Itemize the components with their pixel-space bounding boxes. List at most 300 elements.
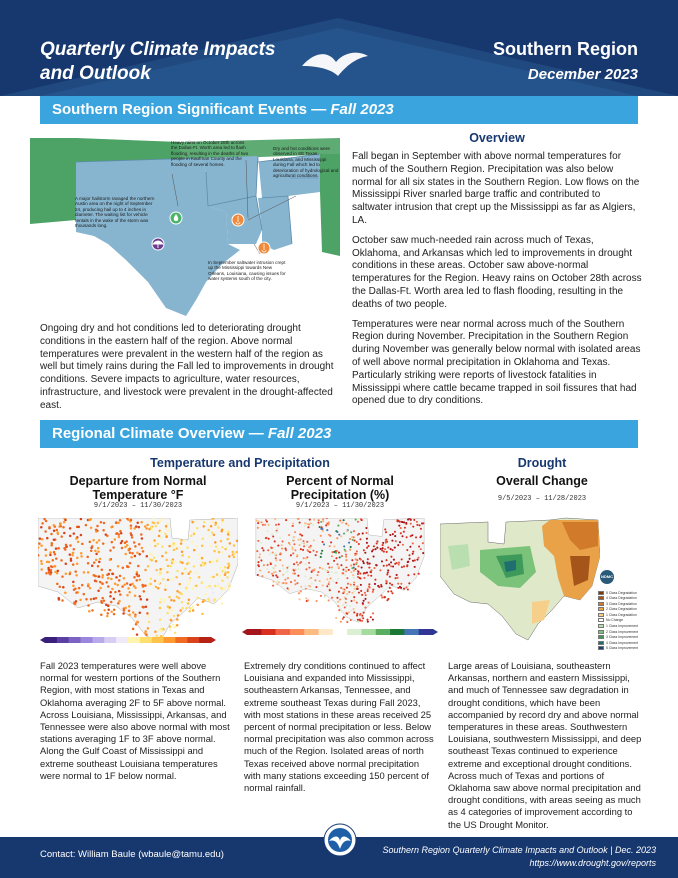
- station-dot: [107, 577, 110, 580]
- station-dot: [272, 567, 274, 569]
- station-dot: [299, 533, 301, 535]
- station-dot: [167, 605, 170, 608]
- station-dot: [176, 595, 179, 598]
- station-dot: [154, 631, 157, 634]
- station-dot: [138, 526, 141, 529]
- station-dot: [111, 572, 114, 575]
- station-dot: [285, 519, 287, 521]
- station-dot: [376, 547, 378, 549]
- station-dot: [327, 563, 329, 565]
- station-dot: [389, 587, 391, 589]
- station-dot: [370, 616, 372, 618]
- station-dot: [387, 569, 389, 571]
- station-dot: [118, 579, 121, 582]
- station-dot: [361, 615, 363, 617]
- drought-legend-swatch: [598, 591, 604, 595]
- station-dot: [355, 519, 357, 521]
- station-dot: [119, 575, 122, 578]
- neighbor-state-north: [76, 138, 180, 162]
- station-dot: [358, 592, 360, 594]
- station-dot: [386, 599, 388, 601]
- station-dot: [400, 587, 402, 589]
- station-dot: [372, 589, 374, 591]
- station-dot: [119, 519, 122, 522]
- station-dot: [416, 521, 418, 523]
- legend-swatch: [247, 629, 262, 635]
- station-dot: [338, 552, 340, 554]
- station-dot: [144, 569, 147, 572]
- station-dot: [357, 565, 359, 567]
- station-dot: [69, 544, 72, 547]
- station-dot: [162, 567, 165, 570]
- station-dot: [350, 619, 352, 621]
- station-dot: [335, 582, 337, 584]
- station-dot: [398, 563, 400, 565]
- station-dot: [196, 527, 199, 530]
- station-dot: [414, 559, 416, 561]
- station-dot: [331, 571, 333, 573]
- drought-legend-label: 3 Class Degradation: [606, 601, 637, 606]
- station-dot: [416, 559, 418, 561]
- station-dot: [146, 555, 149, 558]
- station-dot: [175, 576, 178, 579]
- station-dot: [293, 543, 295, 545]
- station-dot: [328, 583, 330, 585]
- station-dot: [124, 546, 127, 549]
- station-dot: [321, 526, 323, 528]
- station-dot: [405, 522, 407, 524]
- temperature-departure-map: [38, 518, 238, 644]
- station-dot: [371, 550, 373, 552]
- station-dot: [83, 571, 86, 574]
- station-dot: [89, 587, 92, 590]
- station-dot: [305, 563, 307, 565]
- station-dot: [294, 573, 296, 575]
- station-dot: [140, 598, 143, 601]
- station-dot: [111, 588, 114, 591]
- station-dot: [48, 526, 51, 529]
- station-dot: [226, 546, 229, 549]
- station-dot: [107, 585, 110, 588]
- station-dot: [103, 609, 106, 612]
- station-dot: [101, 582, 104, 585]
- station-dot: [341, 522, 343, 524]
- station-dot: [261, 547, 263, 549]
- station-dot: [387, 590, 389, 592]
- station-dot: [132, 611, 135, 614]
- station-dot: [101, 576, 104, 579]
- station-dot: [331, 568, 333, 570]
- station-dot: [343, 616, 345, 618]
- station-dot: [354, 539, 356, 541]
- station-dot: [207, 529, 210, 532]
- station-dot: [269, 553, 271, 555]
- legend-swatch: [376, 629, 391, 635]
- drought-summary-text: Large areas of Louisiana, southeastern Arkansas, northern and eastern Mississippi, and much of Tennessee saw degradation in drought conditions, which have been accompanied by record dry and above normal temperatures in these areas. Southwestern Louisiana, southwestern Mississippi, and deep southeast Texas continued to experience extreme and exceptional drought conditions. Across much of Texas and portions of Oklahoma saw above normal precipitation and drought conditions, with areas seeing as much as 4 categories of improvement according to the US Drought Monitor.: [448, 660, 642, 830]
- station-dot: [321, 568, 323, 570]
- station-dot: [77, 526, 80, 529]
- drought-legend-label: No Change: [606, 618, 624, 623]
- station-dot: [54, 571, 57, 574]
- station-dot: [406, 536, 408, 538]
- neighbor-state-west: [30, 138, 76, 224]
- drought-map-dates: 9/5/2023 – 11/28/2023: [497, 495, 587, 503]
- station-dot: [367, 590, 369, 592]
- station-dot: [139, 595, 142, 598]
- station-dot: [179, 609, 182, 612]
- station-dot: [181, 554, 184, 557]
- station-dot: [338, 534, 340, 536]
- station-dot: [184, 567, 187, 570]
- station-dot: [213, 598, 216, 601]
- station-dot: [353, 530, 355, 532]
- station-dot: [279, 537, 281, 539]
- station-dot: [357, 534, 359, 536]
- station-dot: [337, 601, 339, 603]
- station-dot: [161, 545, 164, 548]
- station-dot: [282, 564, 284, 566]
- station-dot: [85, 598, 88, 601]
- station-dot: [320, 535, 322, 537]
- station-dot: [208, 585, 211, 588]
- station-dot: [393, 559, 395, 561]
- station-dot: [394, 531, 396, 533]
- station-dot: [154, 580, 157, 583]
- drought-legend-swatch: [598, 635, 604, 639]
- station-dot: [265, 519, 267, 521]
- station-dot: [294, 531, 296, 533]
- station-dot: [356, 602, 358, 604]
- station-dot: [222, 588, 225, 591]
- station-dot: [350, 564, 352, 566]
- station-dot: [148, 621, 151, 624]
- station-dot: [99, 581, 102, 584]
- station-dot: [72, 552, 75, 555]
- station-dot: [149, 583, 152, 586]
- station-dot: [69, 553, 72, 556]
- drought-legend-item: [598, 601, 642, 606]
- station-dot: [387, 546, 389, 548]
- significant-events-summary: Ongoing dry and hot conditions led to deteriorating drought conditions in the eastern half of the region. Above normal temperatures were prevalent in the western half of the region as well but timely rains during the Fall led to improvements in drought conditions. Severe impacts to agriculture, water resources, infrastructure, and livestock were prevalent in the drought-affected east.: [40, 323, 334, 411]
- station-dot: [191, 541, 194, 544]
- station-dot: [350, 571, 352, 573]
- station-dot: [171, 562, 174, 565]
- station-dot: [300, 586, 302, 588]
- station-dot: [124, 553, 127, 556]
- station-dot: [281, 544, 283, 546]
- station-dot: [366, 542, 368, 544]
- station-dot: [316, 600, 318, 602]
- station-dot: [41, 522, 44, 525]
- station-dot: [363, 600, 365, 602]
- station-dot: [272, 551, 274, 553]
- station-dot: [99, 558, 102, 561]
- station-dot: [386, 573, 388, 575]
- station-dot: [420, 528, 422, 530]
- station-dot: [292, 548, 294, 550]
- station-dot: [87, 571, 90, 574]
- station-dot: [128, 614, 131, 617]
- station-dot: [351, 567, 353, 569]
- station-dot: [318, 519, 320, 521]
- station-dot: [321, 550, 323, 552]
- station-dot: [338, 609, 340, 611]
- station-dot: [303, 542, 305, 544]
- regional-overview-season: Fall 2023: [267, 425, 332, 442]
- station-dot: [75, 537, 78, 540]
- drought-legend-item: [598, 635, 642, 640]
- station-dot: [61, 599, 64, 602]
- station-dot: [346, 593, 348, 595]
- station-dot: [98, 539, 101, 542]
- page-header: [0, 0, 678, 96]
- station-dot: [122, 567, 125, 570]
- station-dot: [100, 521, 103, 524]
- station-dot: [282, 568, 284, 570]
- station-dot: [159, 618, 162, 621]
- footer-contact: Contact: William Baule (wbaule@tamu.edu): [40, 849, 224, 860]
- station-dot: [345, 598, 347, 600]
- station-dot: [322, 518, 324, 520]
- station-dot: [352, 539, 354, 541]
- station-dot: [316, 574, 318, 576]
- station-dot: [348, 611, 350, 613]
- legend-swatch: [419, 629, 434, 635]
- station-dot: [262, 549, 264, 551]
- station-dot: [342, 569, 344, 571]
- station-dot: [206, 586, 209, 589]
- station-dot: [362, 602, 364, 604]
- station-dot: [221, 546, 224, 549]
- station-dot: [157, 522, 160, 525]
- station-dot: [341, 610, 343, 612]
- station-dot: [422, 522, 424, 524]
- station-dot: [57, 533, 60, 536]
- station-dot: [296, 561, 298, 563]
- legend-swatch: [69, 637, 81, 643]
- station-dot: [363, 562, 365, 564]
- station-dot: [159, 568, 162, 571]
- station-dot: [124, 607, 127, 610]
- station-dot: [140, 521, 143, 524]
- station-dot: [141, 537, 144, 540]
- station-dot: [360, 590, 362, 592]
- station-dot: [123, 577, 126, 580]
- station-dot: [134, 555, 137, 558]
- station-dot: [353, 599, 355, 601]
- station-dot: [168, 596, 171, 599]
- station-dot: [49, 573, 52, 576]
- station-dot: [210, 544, 213, 547]
- station-dot: [91, 545, 94, 548]
- station-dot: [347, 583, 349, 585]
- station-dot: [391, 540, 393, 542]
- station-dot: [357, 573, 359, 575]
- station-dot: [284, 547, 286, 549]
- station-dot: [301, 535, 303, 537]
- station-dot: [311, 582, 313, 584]
- station-dot: [171, 578, 174, 581]
- station-dot: [174, 560, 177, 563]
- station-dot: [72, 581, 75, 584]
- station-dot: [408, 554, 410, 556]
- station-dot: [181, 562, 184, 565]
- station-dot: [292, 523, 294, 525]
- station-dot: [361, 566, 363, 568]
- temperature-legend: [40, 636, 236, 646]
- station-dot: [224, 571, 227, 574]
- station-dot: [141, 606, 144, 609]
- station-dot: [328, 599, 330, 601]
- station-dot: [333, 545, 335, 547]
- station-dot: [153, 522, 156, 525]
- station-dot: [105, 604, 108, 607]
- station-dot: [260, 542, 262, 544]
- station-dot: [330, 541, 332, 543]
- station-dot: [103, 522, 106, 525]
- station-dot: [74, 570, 77, 573]
- station-dot: [173, 599, 176, 602]
- station-dot: [329, 577, 331, 579]
- station-dot: [62, 526, 65, 529]
- station-dot: [400, 532, 402, 534]
- station-dot: [168, 545, 171, 548]
- legend-arrow-left: [40, 637, 45, 643]
- station-dot: [328, 521, 330, 523]
- station-dot: [420, 535, 422, 537]
- station-dot: [45, 554, 48, 557]
- legend-swatch: [57, 637, 69, 643]
- station-dot: [117, 522, 120, 525]
- station-dot: [69, 573, 72, 576]
- station-dot: [261, 575, 263, 577]
- legend-swatch: [128, 637, 140, 643]
- station-dot: [346, 605, 348, 607]
- significant-events-heading-text: Southern Region Significant Events —: [52, 101, 331, 118]
- station-dot: [374, 548, 376, 550]
- station-dot: [166, 571, 169, 574]
- station-dot: [63, 547, 66, 550]
- legend-swatch: [92, 637, 104, 643]
- station-dot: [73, 548, 76, 551]
- station-dot: [227, 583, 230, 586]
- station-dot: [97, 565, 100, 568]
- station-dot: [210, 576, 213, 579]
- station-dot: [357, 571, 359, 573]
- station-dot: [353, 590, 355, 592]
- station-dot: [145, 606, 148, 609]
- station-dot: [90, 526, 93, 529]
- station-dot: [272, 585, 274, 587]
- station-dot: [299, 538, 301, 540]
- station-dot: [115, 532, 118, 535]
- station-dot: [358, 577, 360, 579]
- station-dot: [362, 617, 364, 619]
- station-dot: [188, 610, 191, 613]
- station-dot: [110, 601, 113, 604]
- station-dot: [383, 565, 385, 567]
- station-dot: [312, 569, 314, 571]
- station-dot: [373, 567, 375, 569]
- station-dot: [200, 564, 203, 567]
- station-dot: [354, 554, 356, 556]
- station-dot: [381, 597, 383, 599]
- station-dot: [145, 527, 148, 530]
- station-dot: [268, 538, 270, 540]
- station-dot: [149, 552, 152, 555]
- station-dot: [356, 550, 358, 552]
- station-dot: [302, 540, 304, 542]
- station-dot: [46, 561, 49, 564]
- footer-url-link[interactable]: https://www.drought.gov/reports: [529, 857, 656, 868]
- drought-legend-item: [598, 607, 642, 612]
- station-dot: [413, 519, 415, 521]
- station-dot: [350, 546, 352, 548]
- station-dot: [214, 585, 217, 588]
- station-dot: [100, 613, 103, 616]
- station-dot: [80, 534, 83, 537]
- legend-swatch: [199, 637, 211, 643]
- station-dot: [266, 568, 268, 570]
- drought-legend-label: 5 Class Improvement: [606, 646, 639, 651]
- station-dot: [214, 541, 217, 544]
- station-dot: [152, 541, 155, 544]
- station-dot: [296, 554, 298, 556]
- station-dot: [181, 593, 184, 596]
- station-dot: [76, 562, 79, 565]
- station-dot: [128, 591, 131, 594]
- drought-legend-label: 4 Class Improvement: [606, 640, 639, 645]
- station-dot: [90, 598, 93, 601]
- station-dot: [385, 559, 387, 561]
- station-dot: [315, 554, 317, 556]
- station-dot: [178, 597, 181, 600]
- station-dot: [187, 583, 190, 586]
- station-dot: [329, 589, 331, 591]
- station-dot: [153, 557, 156, 560]
- station-dot: [185, 586, 188, 589]
- ndmc-logo: NDMC: [600, 570, 614, 584]
- station-dot: [337, 605, 339, 607]
- station-dot: [183, 539, 186, 542]
- station-dot: [401, 566, 403, 568]
- station-dot: [346, 577, 348, 579]
- station-dot: [381, 549, 383, 551]
- station-dot: [340, 564, 342, 566]
- significant-events-heading: [40, 96, 638, 124]
- station-dot: [345, 602, 347, 604]
- station-dot: [87, 562, 90, 565]
- drought-legend-swatch: [598, 596, 604, 600]
- station-dot: [412, 560, 414, 562]
- station-dot: [297, 568, 299, 570]
- station-dot: [372, 612, 374, 614]
- station-dot: [106, 612, 109, 615]
- station-dot: [382, 547, 384, 549]
- station-dot: [97, 547, 100, 550]
- station-dot: [186, 563, 189, 566]
- station-dot: [172, 543, 175, 546]
- drought-legend-label: 2 Class Degradation: [606, 607, 637, 612]
- station-dot: [193, 549, 196, 552]
- station-dot: [303, 545, 305, 547]
- station-dot: [69, 527, 72, 530]
- station-dot: [276, 576, 278, 578]
- station-dot: [106, 574, 109, 577]
- station-dot: [111, 541, 114, 544]
- station-dot: [70, 558, 73, 561]
- drought-legend-label: 1 Class Degradation: [606, 612, 637, 617]
